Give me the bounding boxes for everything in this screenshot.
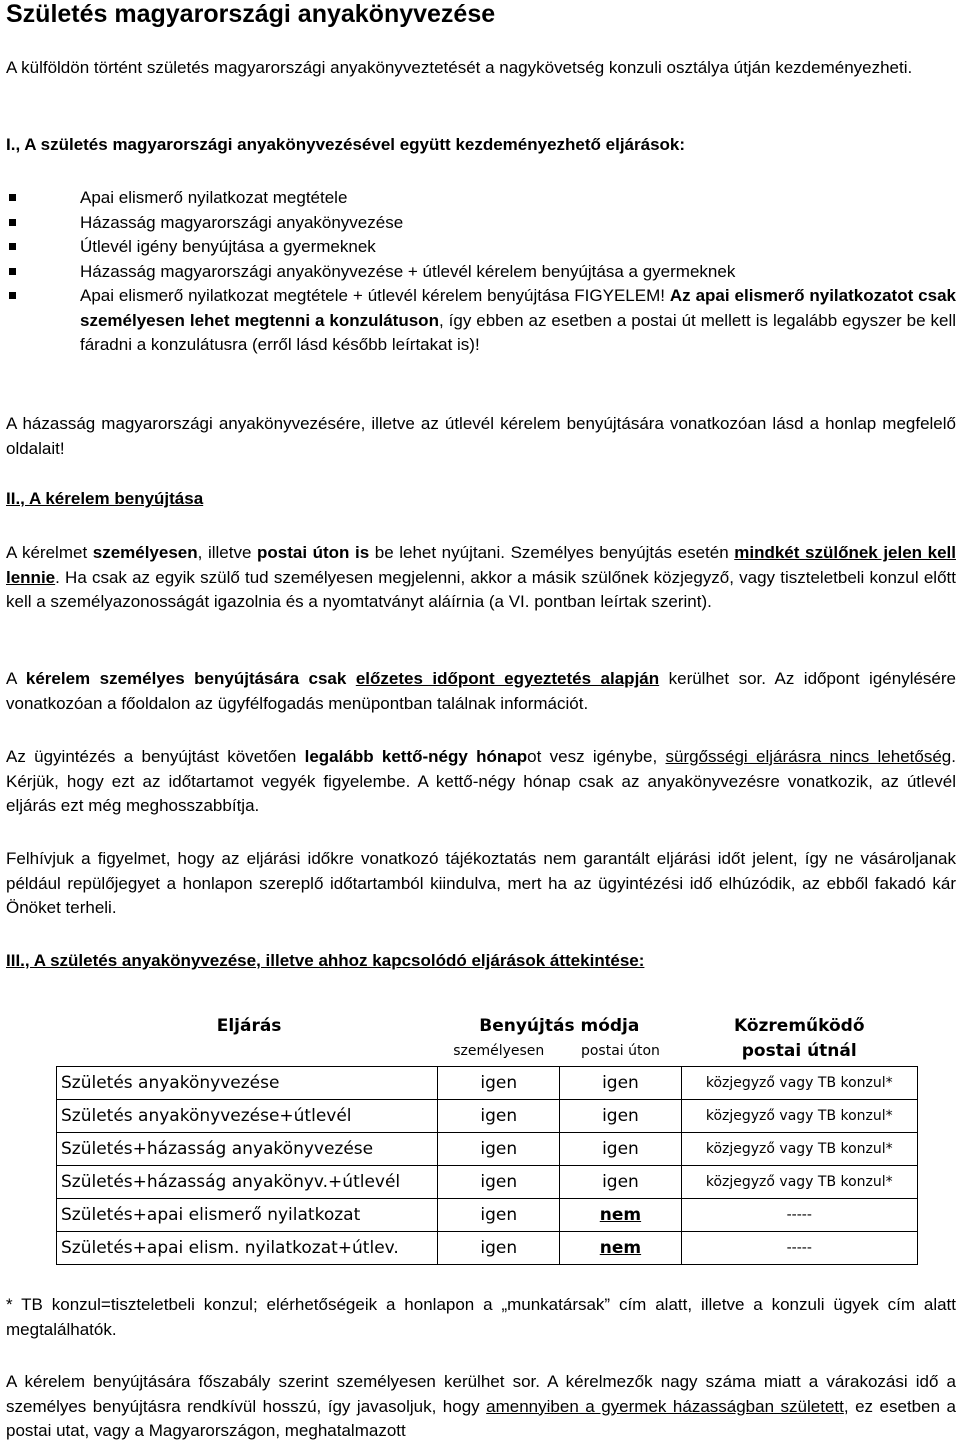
table-row: Születés anyakönyvezése igen igen közjegyző vagy TB konzul* <box>57 1067 918 1100</box>
paragraph-warning: Felhívjuk a figyelmet, hogy az eljárási időkre vonatkozó tájékoztatás nem garantált eljárási időt jelent, így ne vásároljanak például repülőjegyet a honlapon szereplő időtartamból kiindulva, mert ha az ügyintézési idő elhúzódik, az ebből fakadó kár Önöket terheli. <box>6 849 956 917</box>
bullet-square-icon <box>9 194 16 201</box>
table-row: Születés+apai elism. nyilatkozat+útlev. igen nem ----- <box>57 1232 918 1265</box>
header-postai-utnal: postai útnál <box>681 1036 918 1067</box>
list-item: Útlevél igény benyújtása a gyermeknek <box>6 235 956 260</box>
table-row: Születés anyakönyvezése+útlevél igen igen közjegyző vagy TB konzul* <box>57 1100 918 1133</box>
table-footnote: * TB konzul=tiszteletbeli konzul; elérhetőségeik a honlapon a „munkatársak” cím alatt, illetve a konzuli ügyek cím alatt megtalálhatók. <box>6 1295 956 1339</box>
paragraph-appointment: A kérelem személyes benyújtására csak előzetes időpont egyeztetés alapján kerülhet sor. Az időpont igénylésére vonatkozóan a főoldalon az ügyfélfogadás menüpontban találnak információt. <box>6 669 956 713</box>
header-szemelyesen: személyesen <box>438 1036 560 1067</box>
procedures-table <box>56 1000 918 1265</box>
header-eljaras: Eljárás <box>216 1016 282 1036</box>
list-item: Házasság magyarországi anyakönyvezése + útlevél kérelem benyújtása a gyermeknek <box>6 260 956 285</box>
bullet-square-icon <box>9 292 16 299</box>
header-kozremukodo: Közreműködő <box>733 1016 865 1036</box>
paragraph-processing-time: Az ügyintézés a benyújtást követően legalább kettő-négy hónapot vesz igénybe, sürgősségi eljárásra nincs lehetőség. Kérjük, hogy ezt az időtartamot vegyék figyelembe. A kettő-négy hónap csak az anyakönyvezésre vonatkozik, az útlevél eljárás ezt még meghosszabbítja. <box>6 747 956 815</box>
table-row: Születés+házasság anyakönyvezése igen igen közjegyző vagy TB konzul* <box>57 1133 918 1166</box>
page-title: Születés magyarországi anyakönyvezése <box>6 0 496 28</box>
list-item: Házasság magyarországi anyakönyvezése <box>6 211 956 236</box>
intro-paragraph: A külföldön történt születés magyarországi anyakönyveztetését a nagykövetség konzuli osztálya útján kezdeményezheti. <box>6 58 913 77</box>
table-header-row <box>57 1000 918 1036</box>
procedure-list <box>6 186 956 358</box>
section-1-heading: I., A születés magyarországi anyakönyvezésével együtt kezdeményezhető eljárások: <box>6 135 686 154</box>
table-row: Születés+apai elismerő nyilatkozat igen nem ----- <box>57 1199 918 1232</box>
section-1-note: A házasság magyarországi anyakönyvezésére, illetve az útlevél kérelem benyújtására vonatkozóan lásd a honlap megfelelő oldalait! <box>6 414 956 458</box>
paragraph-submission: A kérelmet személyesen, illetve postai úton is be lehet nyújtani. Személyes benyújtás esetén mindkét szülőnek jelen kell lennie. Ha csak az egyik szülő tud személyesen megjelenni, akkor a másik szülőnek közjegyző, vagy tiszteletbeli konzul előtt kell a személyazonosságát igazolnia és a nyomtatványt aláírnia (a VI. pontban leírtak szerint). <box>6 543 956 611</box>
header-postai-uton: postai úton <box>560 1036 681 1067</box>
section-2-heading: II., A kérelem benyújtása <box>6 489 204 508</box>
table-subheader-row <box>57 1036 918 1067</box>
bullet-square-icon <box>9 243 16 250</box>
bullet-square-icon <box>9 268 16 275</box>
table-row: Születés+házasság anyakönyv.+útlevél igen igen közjegyző vagy TB konzul* <box>57 1166 918 1199</box>
paragraph-postal-recommendation: A kérelem benyújtására főszabály szerint személyesen kerülhet sor. A kérelmezők nagy száma miatt a várakozási idő a személyes benyújtásra rendkívül hosszú, így javasoljuk, hogy amennyiben a gyermek házasságban született, ez esetben a postai utat, vagy a Magyarországon, meghatalmazott <box>6 1372 956 1440</box>
list-item: Apai elismerő nyilatkozat megtétele <box>6 186 956 211</box>
bullet-square-icon <box>9 219 16 226</box>
list-item: Apai elismerő nyilatkozat megtétele + útlevél kérelem benyújtása FIGYELEM! Az apai elismerő nyilatkozatot csak személyesen lehet megtenni a konzulátuson, így ebben az esetben a postai út mellett is legalább egyszer be kell fáradni a konzulátusra (erről lásd később leírtakat is)! <box>6 284 956 358</box>
header-benyujtas-modja: Benyújtás módja <box>479 1016 640 1036</box>
section-3-heading: III., A születés anyakönyvezése, illetve ahhoz kapcsolódó eljárások áttekintése: <box>6 951 645 970</box>
